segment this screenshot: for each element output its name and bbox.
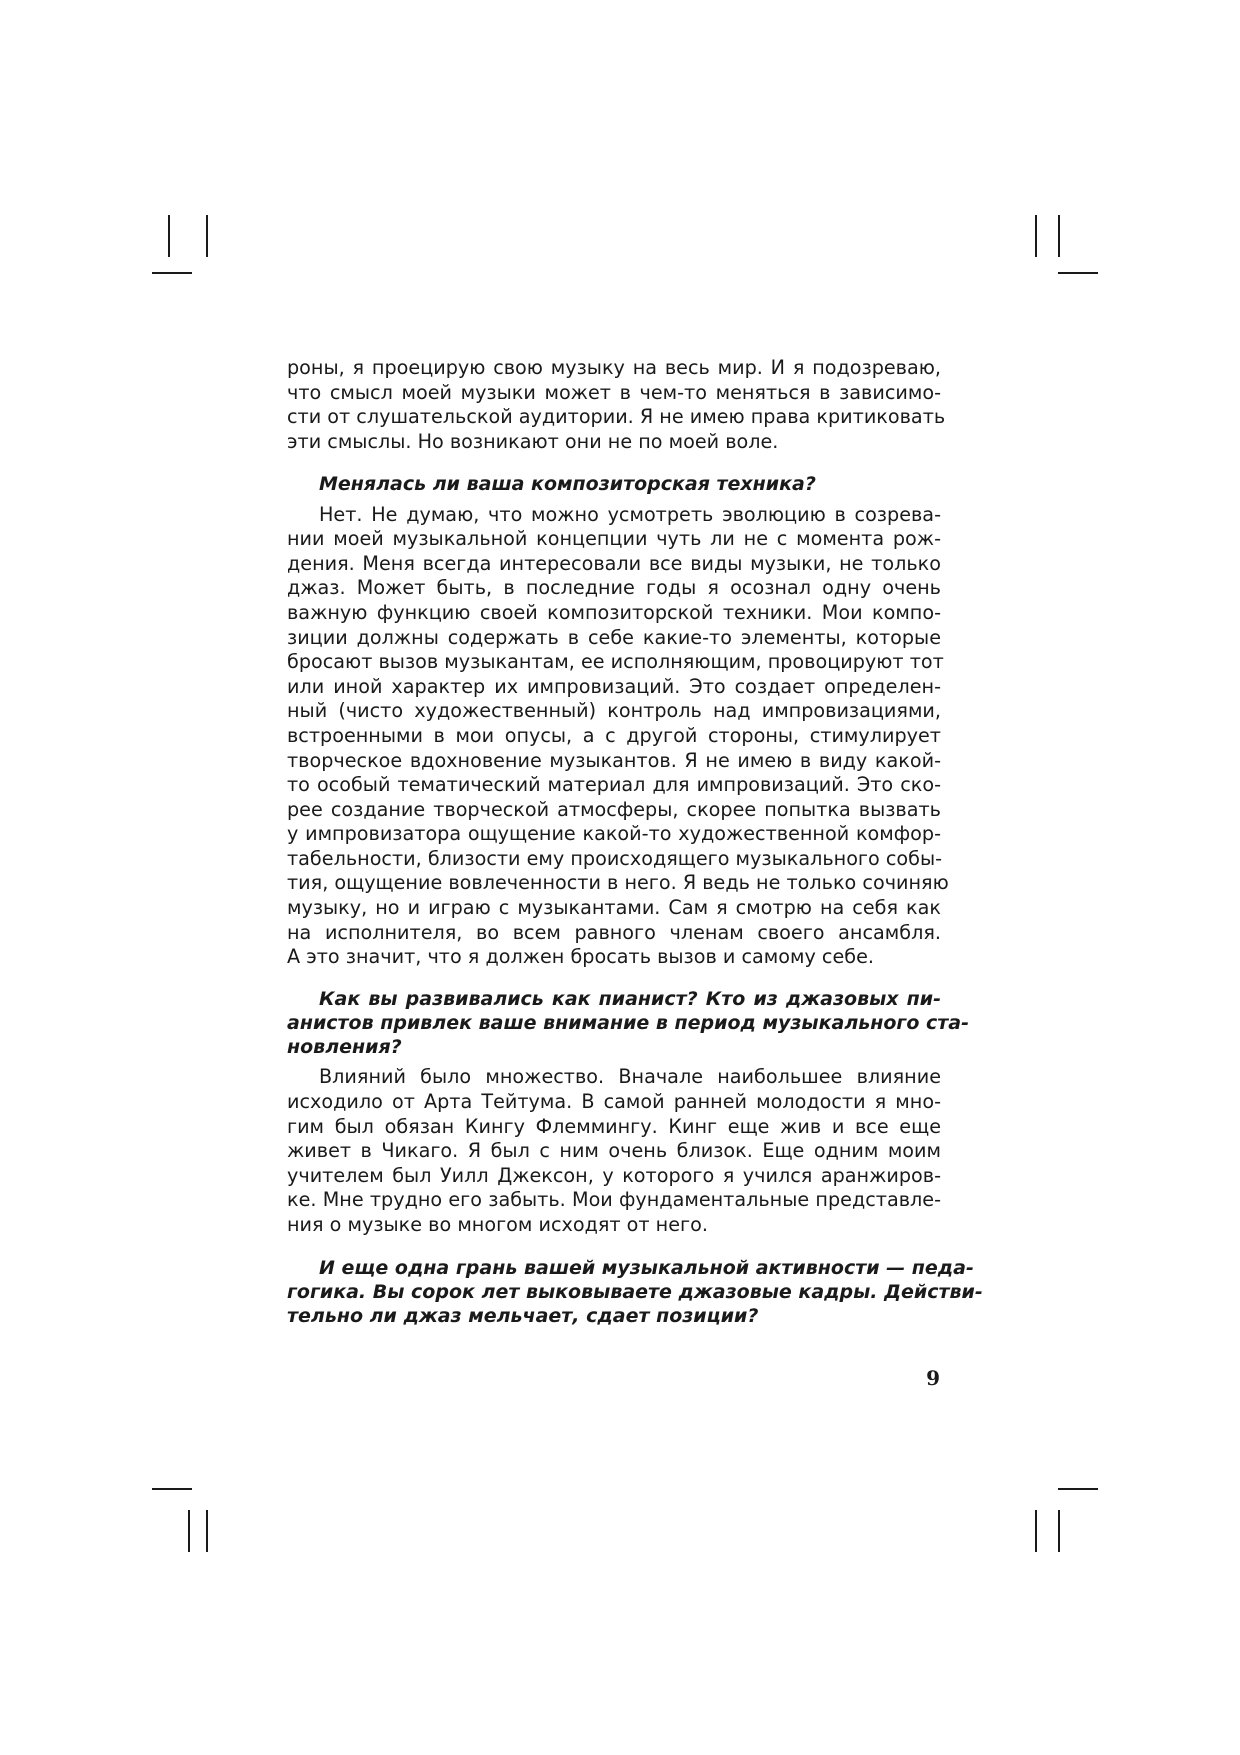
question-line: анистов привлек ваше внимание в период музыкального ста- bbox=[287, 1012, 970, 1035]
question-line: новления? bbox=[287, 1036, 402, 1059]
text-line: у импровизатора ощущение какой-то художественной комфор- bbox=[287, 822, 941, 846]
answer-paragraph bbox=[287, 1065, 941, 1237]
text-line: джаз. Может быть, в последние годы я осознал одну очень bbox=[287, 576, 941, 600]
text-line: зиции должны содержать в себе какие-то элементы, которые bbox=[287, 625, 941, 649]
text-line: живет в Чикаго. Я был с ним очень близок. Еще одним моим bbox=[287, 1139, 941, 1163]
text-line: важную функцию своей композиторской техники. Мои компо- bbox=[287, 600, 941, 624]
question-heading bbox=[287, 987, 970, 1060]
text-line: музыку, но и играю с музыкантами. Сам я смотрю на себя как bbox=[287, 896, 941, 920]
text-line: творческое вдохновение музыкантов. Я не имею в виду какой- bbox=[287, 748, 941, 772]
crop-mark-bottom-right-horizontal bbox=[1058, 1488, 1098, 1490]
text-line: бросают вызов музыкантам, ее исполняющим, провоцируют тот bbox=[287, 650, 944, 674]
text-line: гим был обязан Кингу Флеммингу. Кинг еще жив и все еще bbox=[287, 1114, 941, 1138]
text-line: ке. Мне трудно его забыть. Мои фундаментальные представле- bbox=[287, 1188, 941, 1212]
crop-mark-top-left-horizontal bbox=[152, 272, 192, 274]
question-line: гогика. Вы сорок лет выковываете джазовые кадры. Действи- bbox=[287, 1280, 983, 1303]
crop-mark-bottom-left-vertical-inner bbox=[206, 1510, 208, 1552]
question-line: Как вы развивались как пианист? Кто из джазовых пи- bbox=[319, 987, 941, 1010]
crop-mark-top-left-vertical-inner bbox=[206, 215, 208, 257]
text-line: А это значит, что я должен бросать вызов и самому себе. bbox=[287, 945, 875, 969]
text-line: или иной характер их импровизаций. Это создает определен- bbox=[287, 674, 941, 698]
crop-mark-bottom-left-vertical-outer bbox=[188, 1510, 190, 1552]
question-line: Менялась ли ваша композиторская техника? bbox=[319, 473, 816, 496]
text-line: учителем был Уилл Джексон, у которого я учился аранжиров- bbox=[287, 1163, 941, 1187]
text-line: встроенными в мои опусы, а с другой стороны, стимулирует bbox=[287, 723, 941, 747]
crop-mark-bottom-right-vertical-outer bbox=[1058, 1510, 1060, 1552]
text-line: ния о музыке во многом исходят от него. bbox=[287, 1213, 708, 1237]
text-line: табельности, близости ему происходящего музыкального собы- bbox=[287, 846, 943, 870]
text-line: нии моей музыкальной концепции чуть ли не с момента рож- bbox=[287, 527, 941, 551]
question-line: И еще одна грань вашей музыкальной активности — педа- bbox=[319, 1256, 974, 1279]
crop-mark-bottom-right-vertical-inner bbox=[1035, 1510, 1037, 1552]
text-line: рее создание творческой атмосферы, скорее попытка вызвать bbox=[287, 797, 941, 821]
crop-mark-top-right-vertical-inner bbox=[1035, 215, 1037, 257]
text-line: на исполнителя, во всем равного членам своего ансамбля. bbox=[287, 920, 941, 944]
answer-paragraph bbox=[287, 502, 949, 970]
crop-mark-top-left-vertical-outer bbox=[168, 215, 170, 257]
text-line: эти смыслы. Но возникают они не по моей воле. bbox=[287, 429, 779, 453]
text-line: тия, ощущение вовлеченности в него. Я ведь не только сочиняю bbox=[287, 871, 949, 895]
crop-mark-top-right-horizontal bbox=[1058, 272, 1098, 274]
text-line: сти от слушательской аудитории. Я не имею права критиковать bbox=[287, 405, 946, 429]
question-heading bbox=[287, 472, 941, 496]
page-number: 9 bbox=[926, 1366, 940, 1390]
text-line: ный (чисто художественный) контроль над импровизациями, bbox=[287, 699, 941, 723]
text-line: исходило от Арта Тейтума. В самой ранней молодости я мно- bbox=[287, 1090, 941, 1114]
page-body bbox=[287, 356, 983, 1328]
crop-mark-bottom-left-horizontal bbox=[152, 1488, 192, 1490]
paragraph-continuation bbox=[287, 356, 946, 454]
question-line: тельно ли джаз мельчает, сдает позиции? bbox=[287, 1305, 759, 1328]
text-line: Влияний было множество. Вначале наибольшее влияние bbox=[319, 1065, 941, 1089]
text-line: то особый тематический материал для импровизаций. Это ско- bbox=[287, 773, 941, 797]
text-line: роны, я проецирую свою музыку на весь мир. И я подозреваю, bbox=[287, 356, 941, 379]
text-line: дения. Меня всегда интересовали все виды музыки, не только bbox=[287, 551, 941, 575]
text-line: что смысл моей музыки может в чем-то меняться в зависимо- bbox=[287, 380, 941, 404]
crop-mark-top-right-vertical-outer bbox=[1058, 215, 1060, 257]
text-line: Нет. Не думаю, что можно усмотреть эволюцию в созрева- bbox=[319, 502, 941, 526]
question-heading bbox=[287, 1256, 983, 1329]
